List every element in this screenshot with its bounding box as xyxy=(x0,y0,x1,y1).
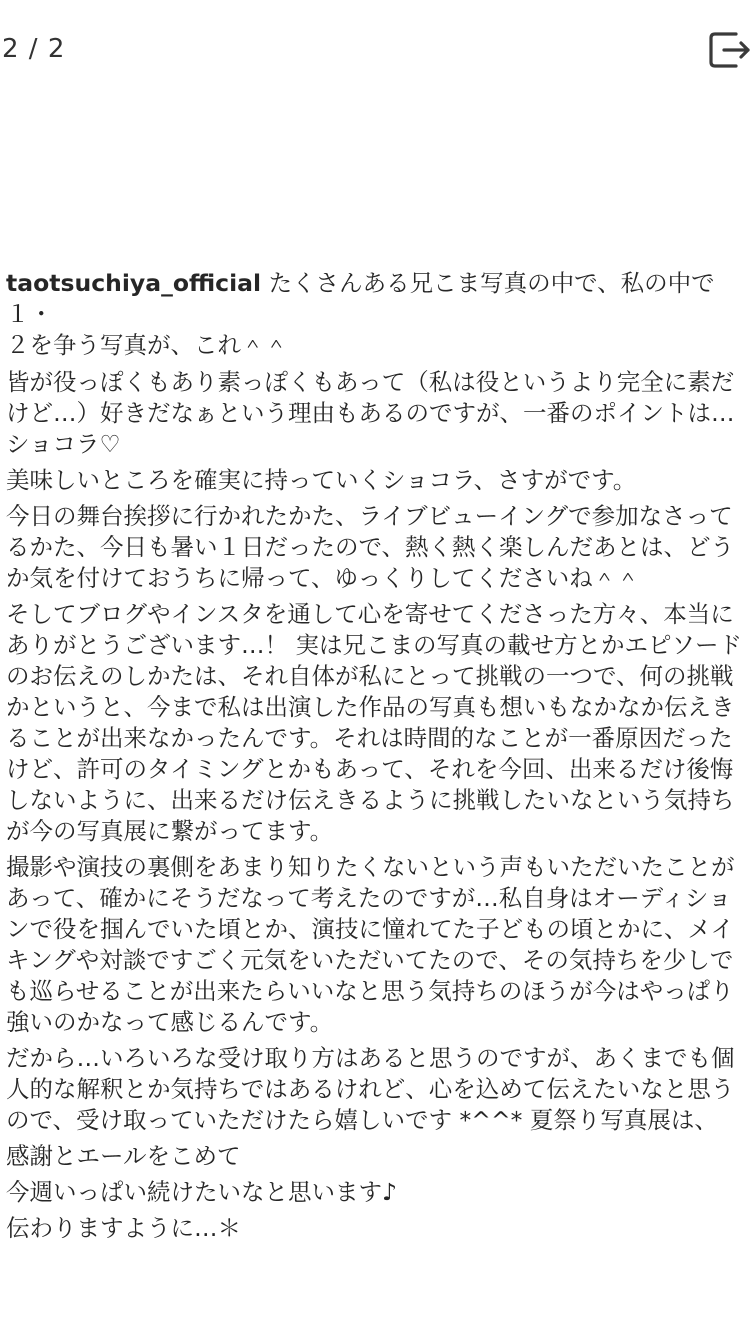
caption-paragraph: 伝わりますように…＊ xyxy=(6,1214,241,1242)
caption-paragraph: 今週いっぱい続けたいなと思います♪ xyxy=(6,1178,397,1206)
caption-paragraph: 美味しいところを確実に持っていくショコラ、さすがです。 xyxy=(6,466,637,494)
blank-area xyxy=(0,1100,750,1334)
caption-paragraph: 撮影や演技の裏側をあまり知りたくないという声もいただいたことが あって、確かにそうだなって考えたのですが…私自身はオーディショ ンで役を掴んでいた頃とか、演技に憧れてた子どもの頃とかに、メイ キングや対談ですごく元気をいただいてたので、その気持ちを少しで も巡らせることが出来たらいいなと思う気持ちのほうが今はやっぱり 強いのかなって感じるんです。 xyxy=(6,853,735,1036)
caption-paragraph: 今日の舞台挨拶に行かれたかた、ライブビューイングで参加なさって るかた、今日も暑い１日だったので、熱く熱く楽しんだあとは、どう か気を付けておうちに帰って、ゆっくりしてくださいね＾＾ xyxy=(6,502,735,592)
caption-paragraph: 皆が役っぽくもあり素っぽくもあって（私は役というより完全に素だ けど…）好きだなぁという理由もあるのですが、一番のポイントは… ショコラ♡ xyxy=(6,368,735,458)
page-counter: 2 / 2 xyxy=(2,34,66,64)
caption-paragraph: だから…いろいろな受け取り方はあると思うのですが、あくまでも個 人的な解釈とか気持ちではあるけれど、心を込めて伝えたいなと思う ので、受け取っていただけたら嬉しいです *^^* 夏祭り写真展は、 xyxy=(6,1044,735,1134)
exit-icon xyxy=(706,28,750,72)
caption-paragraph: そしてブログやインスタを通して心を寄せてくださった方々、本当に ありがとうございます…！ 実は兄こまの写真の載せ方とかエピソード のお伝えのしかたは、それ自体が私にとって挑戦の一つで、何の挑戦 かというと、今まで私は出演した作品の写真も想いもなかなか伝えき ることが出来なかったんです。それは時間的なことが一番原因だった けど、許可のタイミングとかもあって、それを今回、出来るだけ後悔 しないように、出来るだけ伝えきるように挑戦したいなという気持ち が今の写真展に繋がってます。 xyxy=(6,600,742,845)
caption-paragraph: 感謝とエールをこめて xyxy=(6,1142,241,1170)
caption-intro-text: たくさんある兄こま写真の中で、私の中で１・ ２を争う写真が、これ＾＾ xyxy=(6,269,715,359)
top-bar xyxy=(0,0,750,100)
exit-button[interactable] xyxy=(706,28,750,72)
username-link[interactable]: taotsuchiya_official xyxy=(6,269,262,297)
caption-intro xyxy=(6,268,744,361)
